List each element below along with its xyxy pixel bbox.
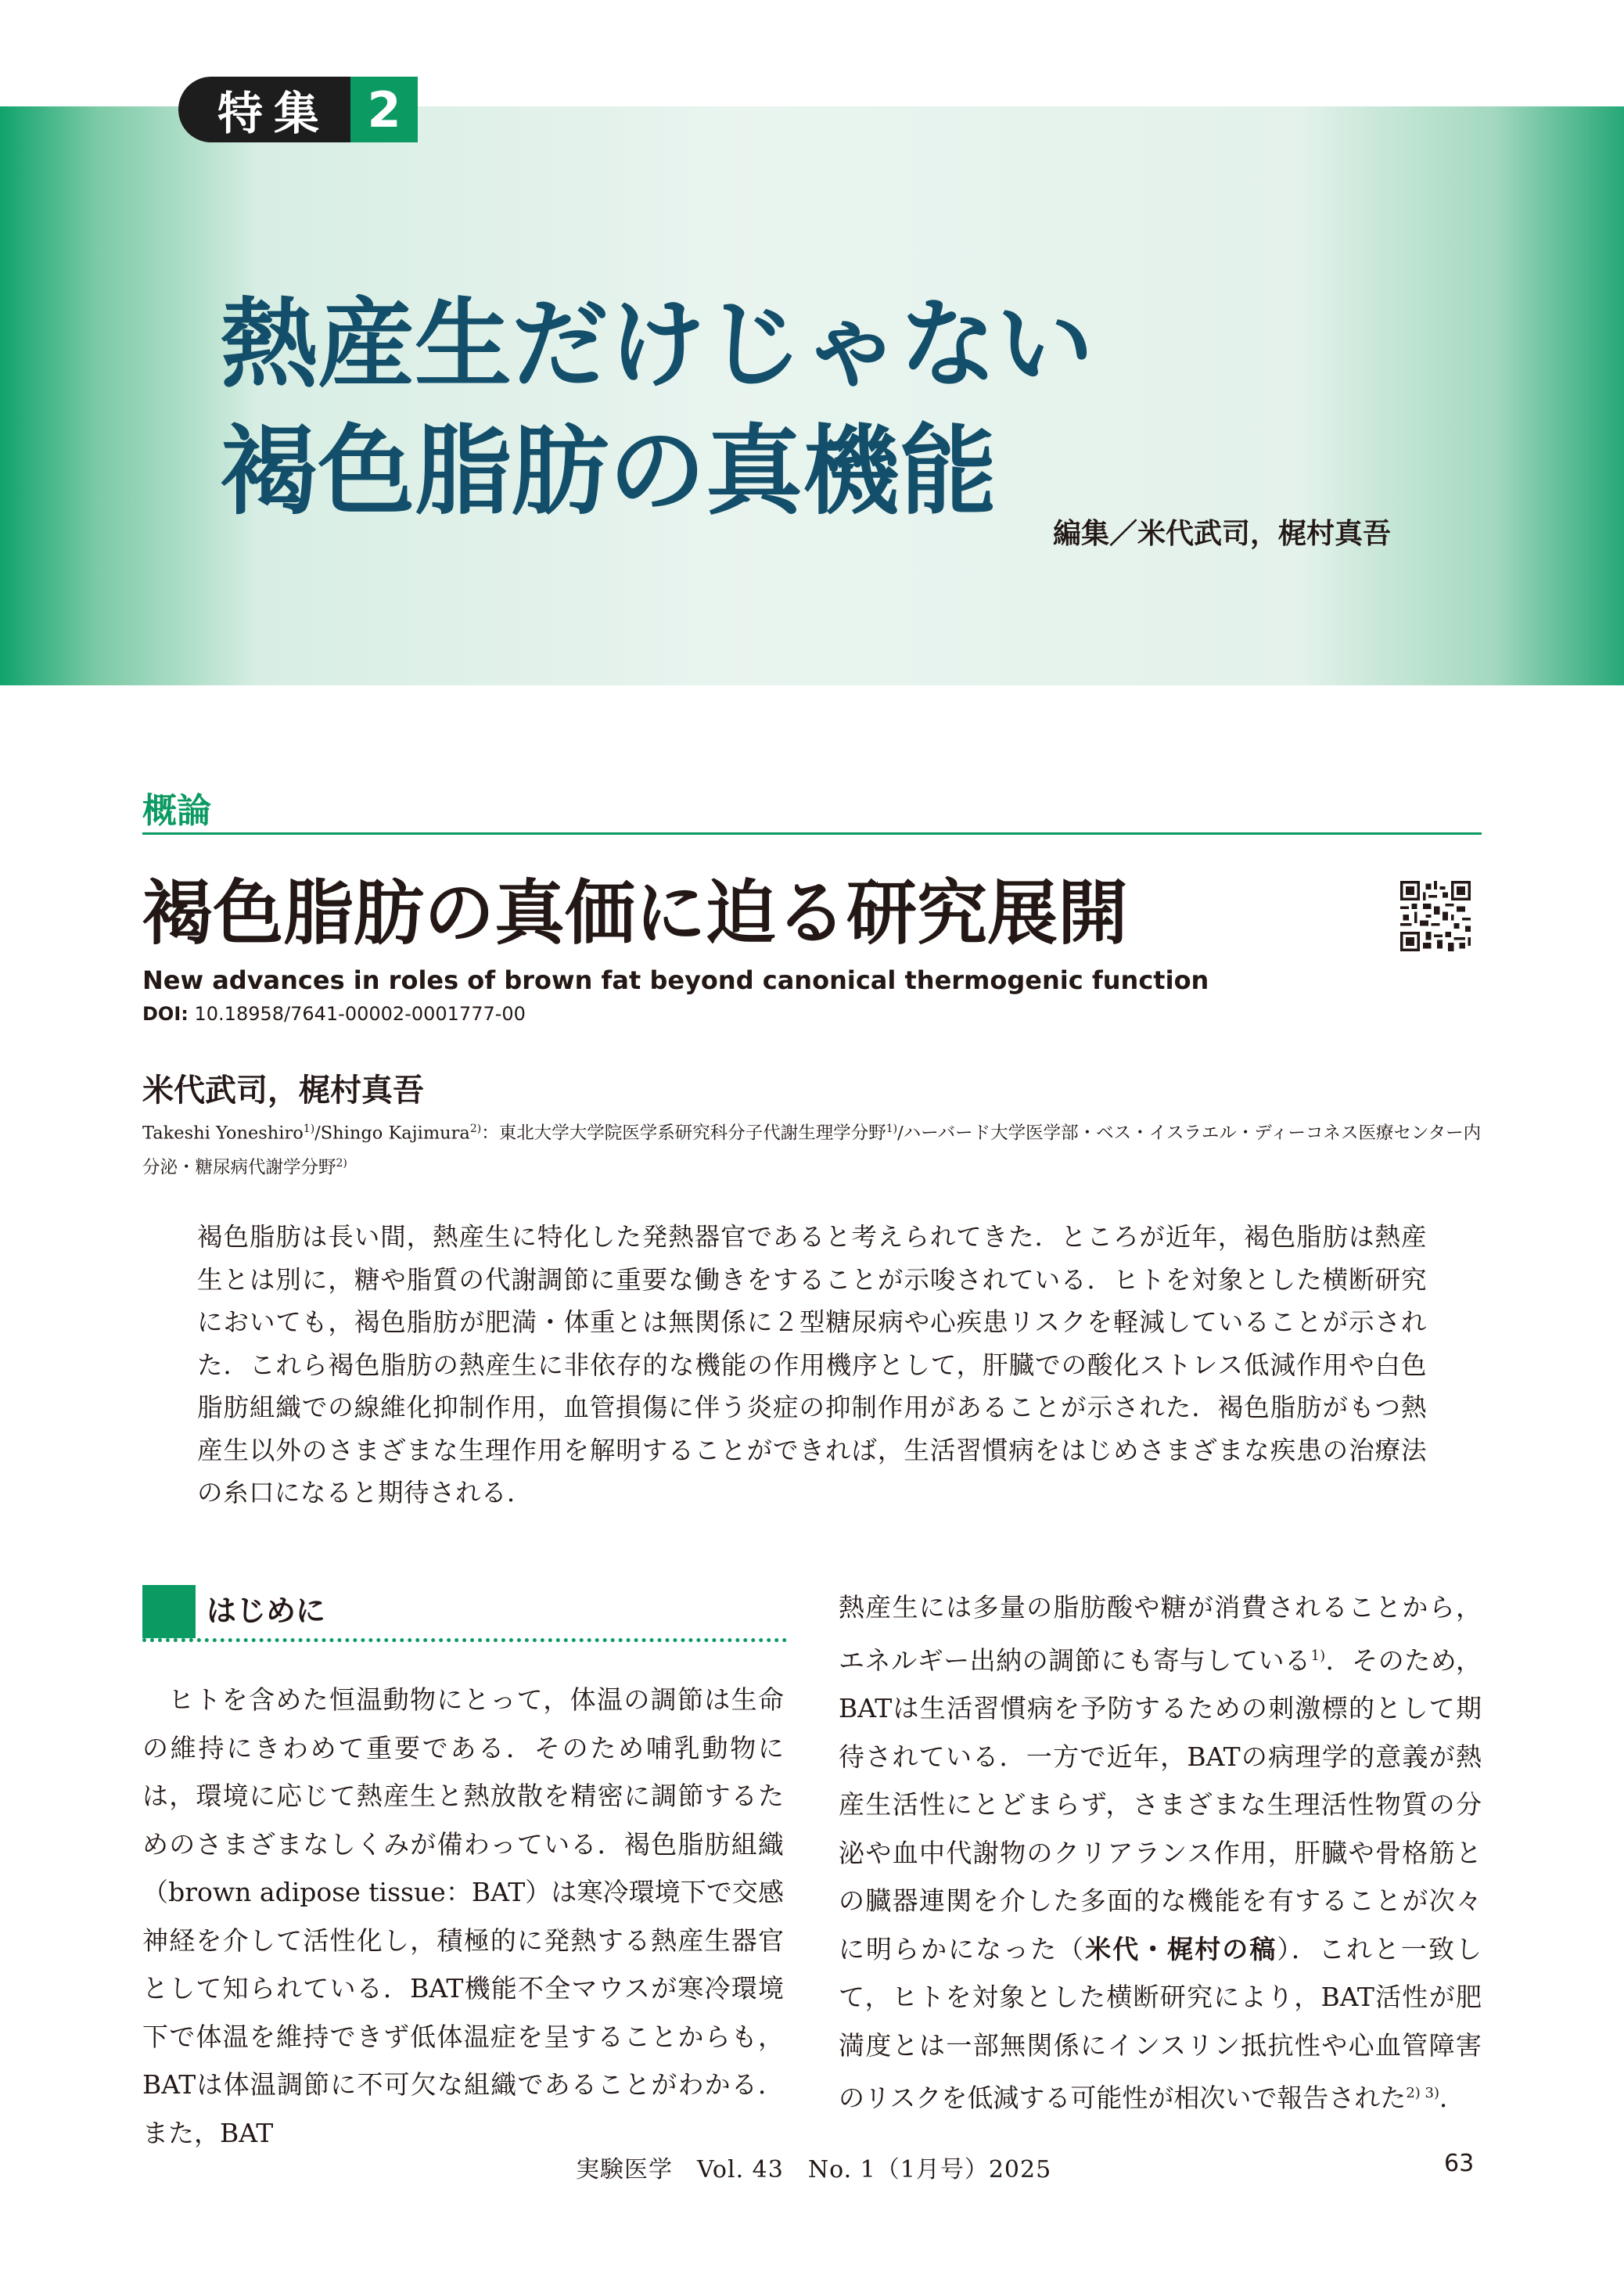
reference-mark[interactable]: 2) 3) xyxy=(1406,2085,1440,2101)
body-text-segment: ）．これと一致して，ヒトを対象とした横断研究により，BAT活性が肥満度とは一部無関係にインスリン抵抗性や心血管障害のリスクを低減する可能性が相次いで報告された xyxy=(839,1933,1482,2113)
body-text-segment: 熱産生には多量の脂肪酸や糖が消費されることから，エネルギー出納の調節にも寄与している xyxy=(839,1592,1482,1676)
footer-journal: 実験医学 Vol. 43 No. 1（1月号）2025 xyxy=(576,2156,1052,2183)
authors: 米代武司，梶村真吾 xyxy=(142,1073,424,1109)
body-text-segment: ． xyxy=(1439,2083,1466,2113)
affiliation-mark-1: 1) xyxy=(303,1123,315,1135)
affiliation-text-2: /ハーバード大学医学部・ベス・イスラエル・ディーコネス医療センター内分泌・糖尿病代謝学分野 xyxy=(142,1123,1482,1177)
affiliation-mark-2: 2) xyxy=(469,1123,482,1135)
body-column-right xyxy=(839,1583,1482,2122)
body-column-left: ヒトを含めた恒温動物にとって，体温の調節は生命の維持にきわめて重要である．そのため哺乳動物には，環境に応じて熱産生と熱放散を精密に調節するためのさまざまなしくみが備わっている．褐色脂肪組織（brown adipose tissue：BAT）は寒冷環境下で交感神経を介して活性化し，積極的に発熱する熱産生器官として知られている．BAT機能不全マウスが寒冷環境下で体温を維持できず低体温症を呈することからも，BATは体温調節に不可欠な組織であることがわかる．また，BAT xyxy=(142,1684,784,2148)
feature-title-line1: 熱産生だけじゃない xyxy=(221,288,1094,401)
affiliation-mark-3: 1) xyxy=(886,1123,898,1135)
section-divider xyxy=(142,832,1482,835)
author-name-1: Takeshi Yoneshiro xyxy=(142,1123,304,1144)
section-tag: 概論 xyxy=(142,791,211,831)
reference-mark[interactable]: 1) xyxy=(1310,1647,1326,1664)
english-title: New advances in roles of brown fat beyond canonical thermogenic function xyxy=(142,965,1209,995)
abstract: 褐色脂肪は長い間，熱産生に特化した発熱器官であると考えられてきた．ところが近年，褐色脂肪は熱産生とは別に，糖や脂質の代謝調節に重要な働きをすることが示唆されている．ヒトを対象とした横断研究においても，褐色脂肪が肥満・体重とは無関係に２型糖尿病や心疾患リスクを軽減していることが示された．これら褐色脂肪の熱産生に非依存的な機能の作用機序として，肝臓での酸化ストレス低減作用や白色脂肪組織での線維化抑制作用，血管損傷に伴う炎症の抑制作用があることが示された．褐色脂肪がもつ熱産生以外のさまざまな生理作用を解明することができれば，生活習慣病をはじめさまざまな疾患の治療法の糸口になると期待される． xyxy=(197,1222,1427,1508)
feature-badge xyxy=(178,77,418,142)
author-name-2: /Shingo Kajimura xyxy=(314,1123,470,1144)
feature-title xyxy=(221,282,1094,535)
page-number: 63 xyxy=(1444,2150,1475,2177)
section-heading: はじめに xyxy=(207,1594,326,1628)
affiliation xyxy=(142,1114,1483,1182)
article-title: 褐色脂肪の真価に迫る研究展開 xyxy=(142,872,1128,954)
feature-number: 2 xyxy=(350,77,418,142)
affiliation-text-1: ：東北大学大学院医学系研究科分子代謝生理学分野 xyxy=(481,1123,886,1144)
qr-code-icon[interactable] xyxy=(1400,881,1471,951)
body-text-segment: ．そのため，BATは生活習慣病を予防するための刺激標的として期待されている．一方で近年，BATの病理学的意義が熱産生活性にとどまらず，さまざまな生理活性物質の分泌や血中代謝物のクリアランス作用，肝臓や骨格筋との臓器連関を介した多面的な機能を有することが次々に明らかになった（ xyxy=(839,1644,1482,1964)
feature-title-line2: 褐色脂肪の真機能 xyxy=(221,415,997,528)
doi[interactable] xyxy=(142,1003,526,1025)
affiliation-mark-4: 2) xyxy=(336,1156,347,1170)
heading-marker xyxy=(142,1585,196,1638)
cross-reference[interactable]: 米代・梶村の稿 xyxy=(1085,1933,1277,1964)
heading-dotted-rule xyxy=(142,1638,787,1642)
feature-label: 特集 xyxy=(178,77,350,142)
feature-editors: 編集／米代武司，梶村真吾 xyxy=(1053,518,1392,550)
doi-label: DOI: xyxy=(142,1003,189,1025)
doi-value[interactable]: 10.18958/7641-00002-0001777-00 xyxy=(194,1003,526,1025)
